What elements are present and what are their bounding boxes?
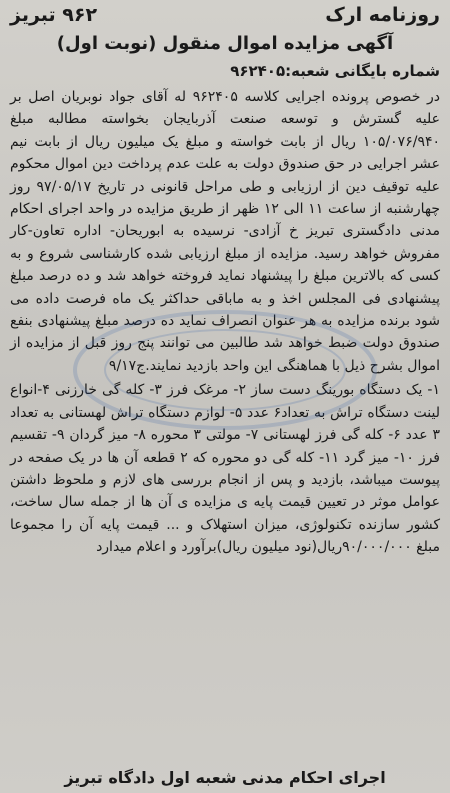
notice-title: آگهی مزایده اموال منقول (نوبت اول) (56, 33, 394, 54)
masthead (10, 4, 440, 30)
issuing-authority: اجرای احکام مدنی شعبه اول دادگاه تبریز (64, 768, 386, 787)
archive-number: شماره بایگانی شعبه:۹۶۲۴۰۵ (230, 62, 440, 80)
issue-number: ۹۶۲ تبریز (10, 4, 98, 26)
newspaper-name: روزنامه ارک (325, 4, 440, 26)
item-list: ۱- یک دستگاه بورینگ دست ساز ۲- مرغک فرز ۳- کله گی خارزنی ۴-انواع لینت دستگاه تراش به تعداد۶ عدد ۵- لوازم دستگاه تراش لهستانی به تعداد ۳ عدد ۶- کله گی فرز لهستانی ۷- مولتی ۳ محوره ۸- میز گردان ۹- تقسیم فرز ۱۰- میز گرد ۱۱- کله گی دو محوره که ۲ قطعه آن ها در یک صفحه در پیوست میباشد، بازدید و پس از انجام بررسی های لازم و ملحوظ داشتن عوامل موثر در تعیین قیمت پایه ی مزایده ی آن ها از جمله سال ساخت، کشور سازنده تکنولوژی، میزان استهلاک و ... قیمت پایه آن را مجموعا مبلغ ۹۰/۰۰۰/۰۰۰ریال(نود میلیون ریال)برآورد و اعلام میدارد (10, 382, 440, 556)
notice-body: در خصوص پرونده اجرایی کلاسه ۹۶۲۴۰۵ له آقای جواد نوبریان اصل بر علیه گسترش و توسعه صنعت آذربایجان بخواسته مطالبه مبلغ ۱۰۵/۰۷۶/۹۴۰ ریال از بابت خواسته و مبلغ یک میلیون ریال از بابت نیم عشر اجرایی در حق صندوق دولت به علت عدم پرداخت دین اموال محکوم علیه توقیف دین از ارزیابی و طی مراحل قانونی در تاریخ ۹۷/۰۵/۱۷ روز چهارشنبه از ساعت ۱۱ الی ۱۲ ظهر از طریق مزایده در واحد اجرای احکام مدنی دادگستری تبریز خ آزادی- نرسیده به ابوریحان- اداره تعاون-کار مفروش خواهد رسید. مزایده از مبلغ ارزیابی شده کارشناسی شروع و به کسی که بالاترین مبلغ را پیشنهاد نماید فروخته خواهد شد و ده درصد مبلغ پیشنهادی فی المجلس اخذ و به ماباقی حداکثر یک ماه فرصت داده می شود برنده مزایده به هر عنوان انصراف نماید ده درصد مبلغ پیشنهادی بنفع صندوق دولت ضبط خواهد شد طالبین می توانند پنج روز قبل از مزایده از اموال بشرح ذیل با هماهنگی این واحد بازدید نمایند.ج۹/۱۷ (10, 89, 441, 374)
